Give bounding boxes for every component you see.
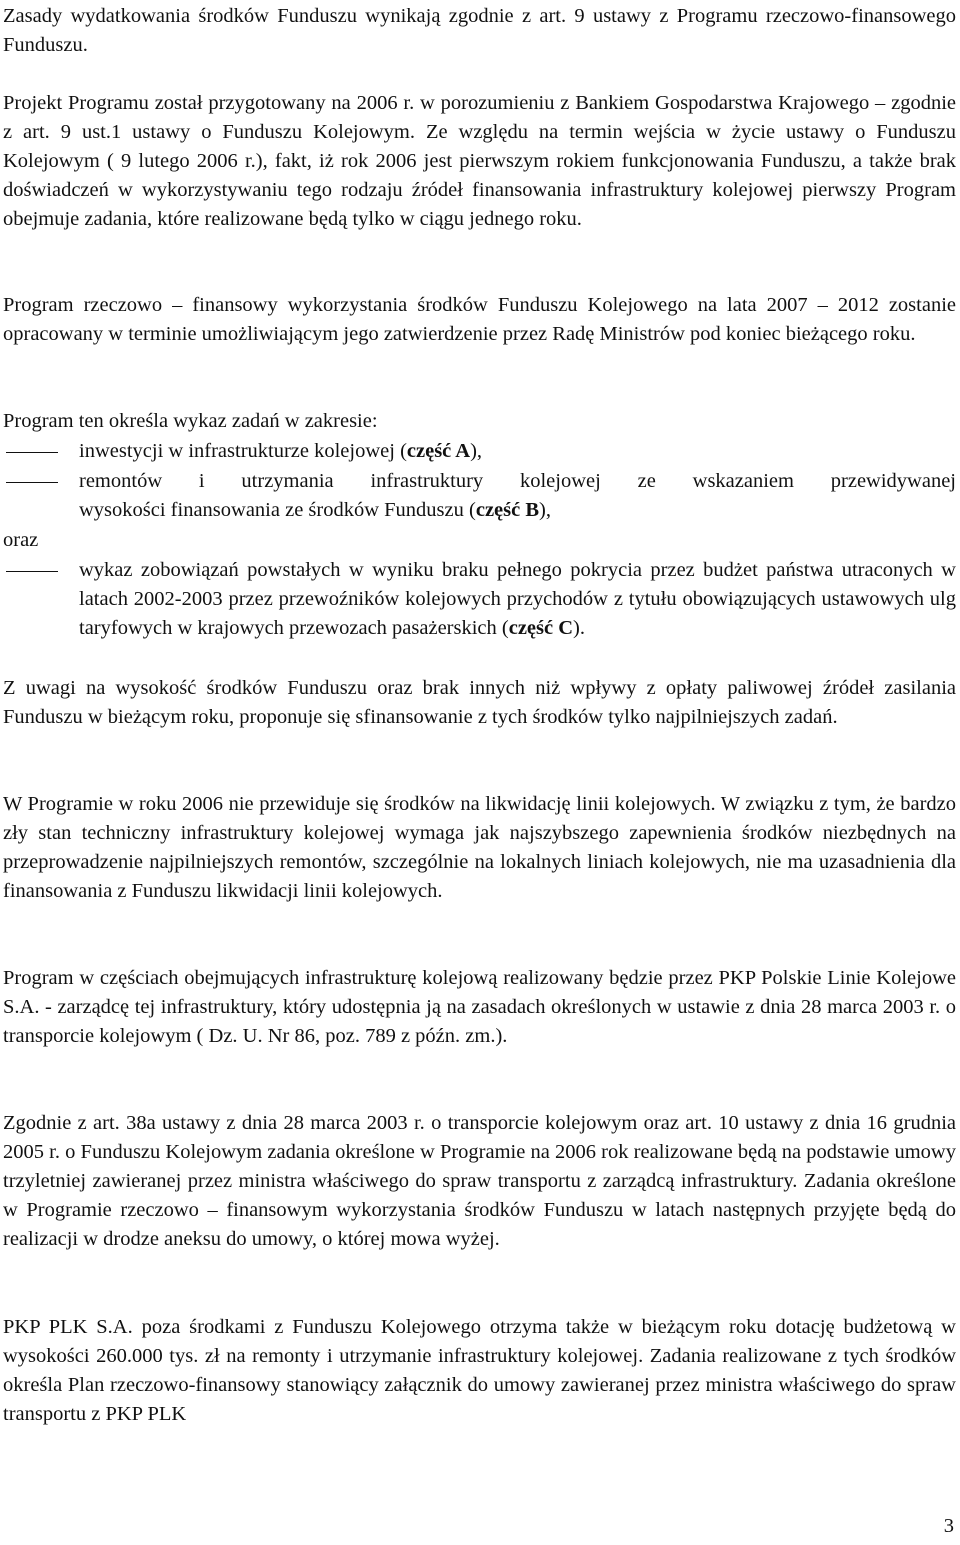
paragraph-line-liquidation: W Programie w roku 2006 nie przewiduje się środków na likwidację linii kolejowych. W związku z tym, że bardzo zły stan techniczny infrastruktury kolejowej wymaga jak najszybszego zapewnienia środków niezbędnych na przeprowadzenie najpilniejszych remontów, szczególnie na lokalnych liniach kolejowych, nie ma uzasadnienia dla finansowania z Funduszu likwidacji linii kolejowych. bbox=[3, 793, 956, 902]
list-item-part-b: remontów i utrzymania infrastruktury kolejowej ze wskazaniem przewidywanej wysokości finansowania ze środków Funduszu (część B), bbox=[3, 467, 956, 525]
list-item-part-a: inwestycji w infrastrukturze kolejowej (część A), bbox=[3, 437, 956, 466]
paragraph-fund-spending-rules: Zasady wydatkowania środków Funduszu wynikają zgodnie z art. 9 ustawy z Programu rzeczowo-finansowego Funduszu. bbox=[3, 5, 956, 56]
paragraph-budget-subsidy: PKP PLK S.A. poza środkami z Funduszu Kolejowego otrzyma także w bieżącym roku dotację budżetową w wysokości 260.000 tys. zł na remonty i utrzymanie infrastruktury kolejowej. Zadania realizowane z tych środków określa Plan rzeczowo-finansowy stanowiący załącznik do umowy zawieranej przez ministra właściwego do spraw transportu z PKP PLK bbox=[3, 1316, 956, 1425]
part-b-line1: remontów i utrzymania infrastruktury kolejowej ze wskazaniem przewidywanej bbox=[79, 470, 956, 492]
dash-bullet bbox=[6, 571, 58, 572]
paragraph-program-preparation: Projekt Programu został przygotowany na 2006 r. w porozumieniu z Bankiem Gospodarstwa Krajowego – zgodnie z art. 9 ust.1 ustawy o Funduszu Kolejowym. Ze względu na termin wejścia w życie ustawy o Funduszu Kolejowym ( 9 lutego 2006 r.), fakt, iż rok 2006 jest pierwszym rokiem funkcjonowania Funduszu, a także brak doświadczeń w wykorzystywaniu tego rodzaju źródeł finansowania infrastruktury kolejowej pierwszy Program obejmuje zadania, które realizowane będą tylko w ciągu jednego roku. bbox=[3, 92, 956, 230]
paragraph-scope-intro: Program ten określa wykaz zadań w zakresie: bbox=[3, 410, 378, 432]
part-c-label: część C bbox=[508, 617, 574, 639]
paragraph-pkp-plk-implementation: Program w częściach obejmujących infrastrukturę kolejową realizowany będzie przez PKP Polskie Linie Kolejowe S.A. - zarządcę tej infrastruktury, który udostępnia ją na zasadach określonych w ustawie z dnia 28 marca 2003 r. o transporcie kolejowym ( Dz. U. Nr 86, poz. 789 z późn. zm.). bbox=[3, 967, 956, 1047]
paragraph-program-2007-2012: Program rzeczowo – finansowy wykorzystania środków Funduszu Kolejowego na lata 2007 – 2012 zostanie opracowany w terminie umożliwiającym jego zatwierdzenie przez Radę Ministrów pod koniec bieżącego roku. bbox=[3, 294, 956, 345]
paragraph-legal-basis: Zgodnie z art. 38a ustawy z dnia 28 marca 2003 r. o transporcie kolejowym oraz art. 10 ustawy z dnia 16 grudnia 2005 r. o Funduszu Kolejowym zadania określone w Programie na 2006 rok realizowane będą na podstawie umowy trzyletniej zawieranej przez ministra właściwego do spraw transportu z zarządcą infrastruktury. Zadania określone w Programie rzeczowo – finansowym wykorzystania środków Funduszu w latach następnych przyjęte będą do realizacji w drodze aneksu do umowy, o której mowa wyżej. bbox=[3, 1112, 956, 1250]
conjunction-oraz: oraz bbox=[3, 529, 39, 551]
page-number: 3 bbox=[943, 1515, 954, 1537]
paragraph-fund-priorities: Z uwagi na wysokość środków Funduszu oraz brak innych niż wpływy z opłaty paliwowej źródeł zasilania Funduszu w bieżącym roku, proponuje się sfinansowanie z tych środków tylko najpilniejszych zadań. bbox=[3, 677, 956, 728]
part-a-label: część A bbox=[406, 440, 471, 462]
dash-bullet bbox=[6, 452, 58, 453]
dash-bullet bbox=[6, 482, 58, 483]
part-b-label: część B bbox=[475, 499, 540, 521]
list-item-part-c: wykaz zobowiązań powstałych w wyniku braku pełnego pokrycia przez budżet państwa utraconych w latach 2002-2003 przez przewoźników kolejowych przychodów z tytułu obowiązujących ustawowych ulg taryfowych w krajowych przewozach pasażerskich (część C). bbox=[3, 556, 956, 672]
